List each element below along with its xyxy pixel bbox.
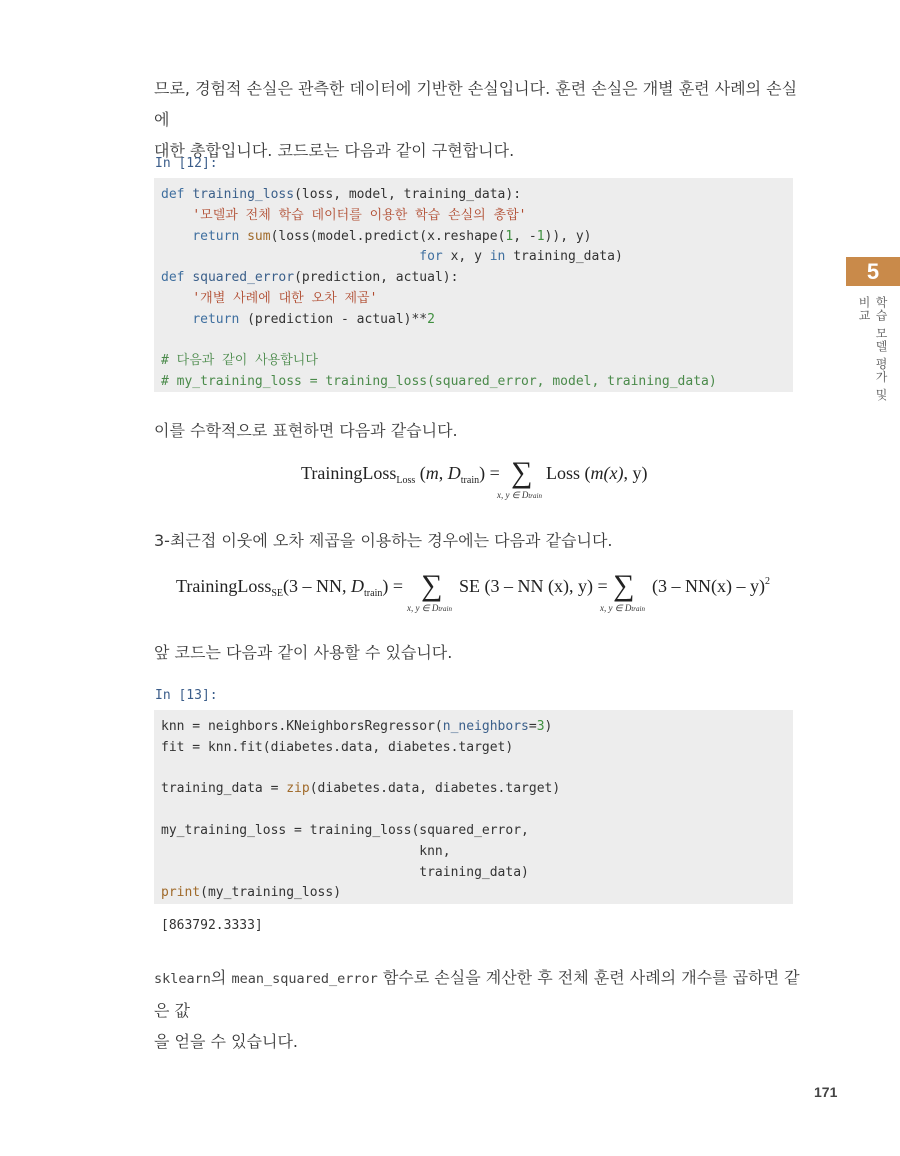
usage-intro-text: 앞 코드는 다음과 같이 사용할 수 있습니다. [154,643,453,662]
code-cell-12-source: def training_loss(loss, model, training_data): '모델과 전체 학습 데이터를 이용한 학습 손실의 총합' return sum(loss(model.predict(x.reshape(1, -1)), y) for x, y in training_data) def squared_error(prediction, actual): '개별 사례에 대한 오차 제곱' return (prediction - actual)**2 # 다음과 같이 사용합니다 # my_training_loss = training_loss(squared_error, model, training_data) [161,187,717,390]
code-cell-12 [154,178,793,392]
chapter-number-tab: 5 [846,257,900,286]
intro-line-1: 므로, 경험적 손실은 관측한 데이터에 기반한 손실입니다. 훈련 손실은 개별 훈련 사례의 손실에 [154,79,798,129]
formula-2-sum-subscript-1: x, y ∈ Dtrain [407,603,452,613]
formula-2-mid: SE (3 – NN (x), y) = [459,576,608,596]
formula-2-sigma-1: ∑ [421,569,443,602]
chapter-title: 학습 모델 평가 및 비교 [857,296,888,402]
knn-intro-text: 3-최근접 이웃에 오차 제곱을 이용하는 경우에는 다음과 같습니다. [154,531,613,550]
formula-1-sum-subscript: x, y ∈ Dtrain [497,490,542,500]
intro-line-2: 대한 총합입니다. 코드로는 다음과 같이 구현합니다. [154,141,515,160]
cell-13-label: In [13]: [155,688,218,703]
math-intro-text: 이를 수학적으로 표현하면 다음과 같습니다. [154,421,458,440]
formula-1-lhs: TrainingLoss$_{Loss}$ (m, $D_{train}$) = [301,463,500,486]
closing-line-2: 을 얻을 수 있습니다. [154,1032,298,1051]
cell-13-output: [863792.3333] [161,918,263,933]
cell-12-label: In [12]: [155,156,218,171]
mse-function-code: mean_squared_error [231,971,378,987]
code-cell-13 [154,710,793,904]
formula-1-rhs: Loss (m(x), y) [546,463,648,483]
formula-2-sum-subscript-2: x, y ∈ Dtrain [600,603,645,613]
page-number: 171 [814,1084,838,1100]
closing-paragraph: sklearn의 mean_squared_error 함수로 손실을 계산한 후 전체 훈련 사례의 개수를 곱하면 같은 값 을 얻을 수 있습니다. [154,968,800,1051]
formula-2-sigma-2: ∑ [613,569,635,602]
formula-1-sigma: ∑ [511,456,533,489]
intro-paragraph [154,73,804,166]
formula-2-rhs: (3 – NN(x) – y)$^2$ [652,576,770,596]
code-cell-13-source: knn = neighbors.KNeighborsRegressor(n_neighbors=3) fit = knn.fit(diabetes.data, diabetes.target) training_data = zip(diabetes.data, diabetes.target) my_training_loss = training_loss(squared_error, knn, training_data) print(my_training_loss) [161,719,561,901]
formula-2-lhs: TrainingLoss$_{SE}$(3 – NN, $D_{train}$) = [176,576,404,599]
sklearn-code: sklearn [154,971,211,987]
